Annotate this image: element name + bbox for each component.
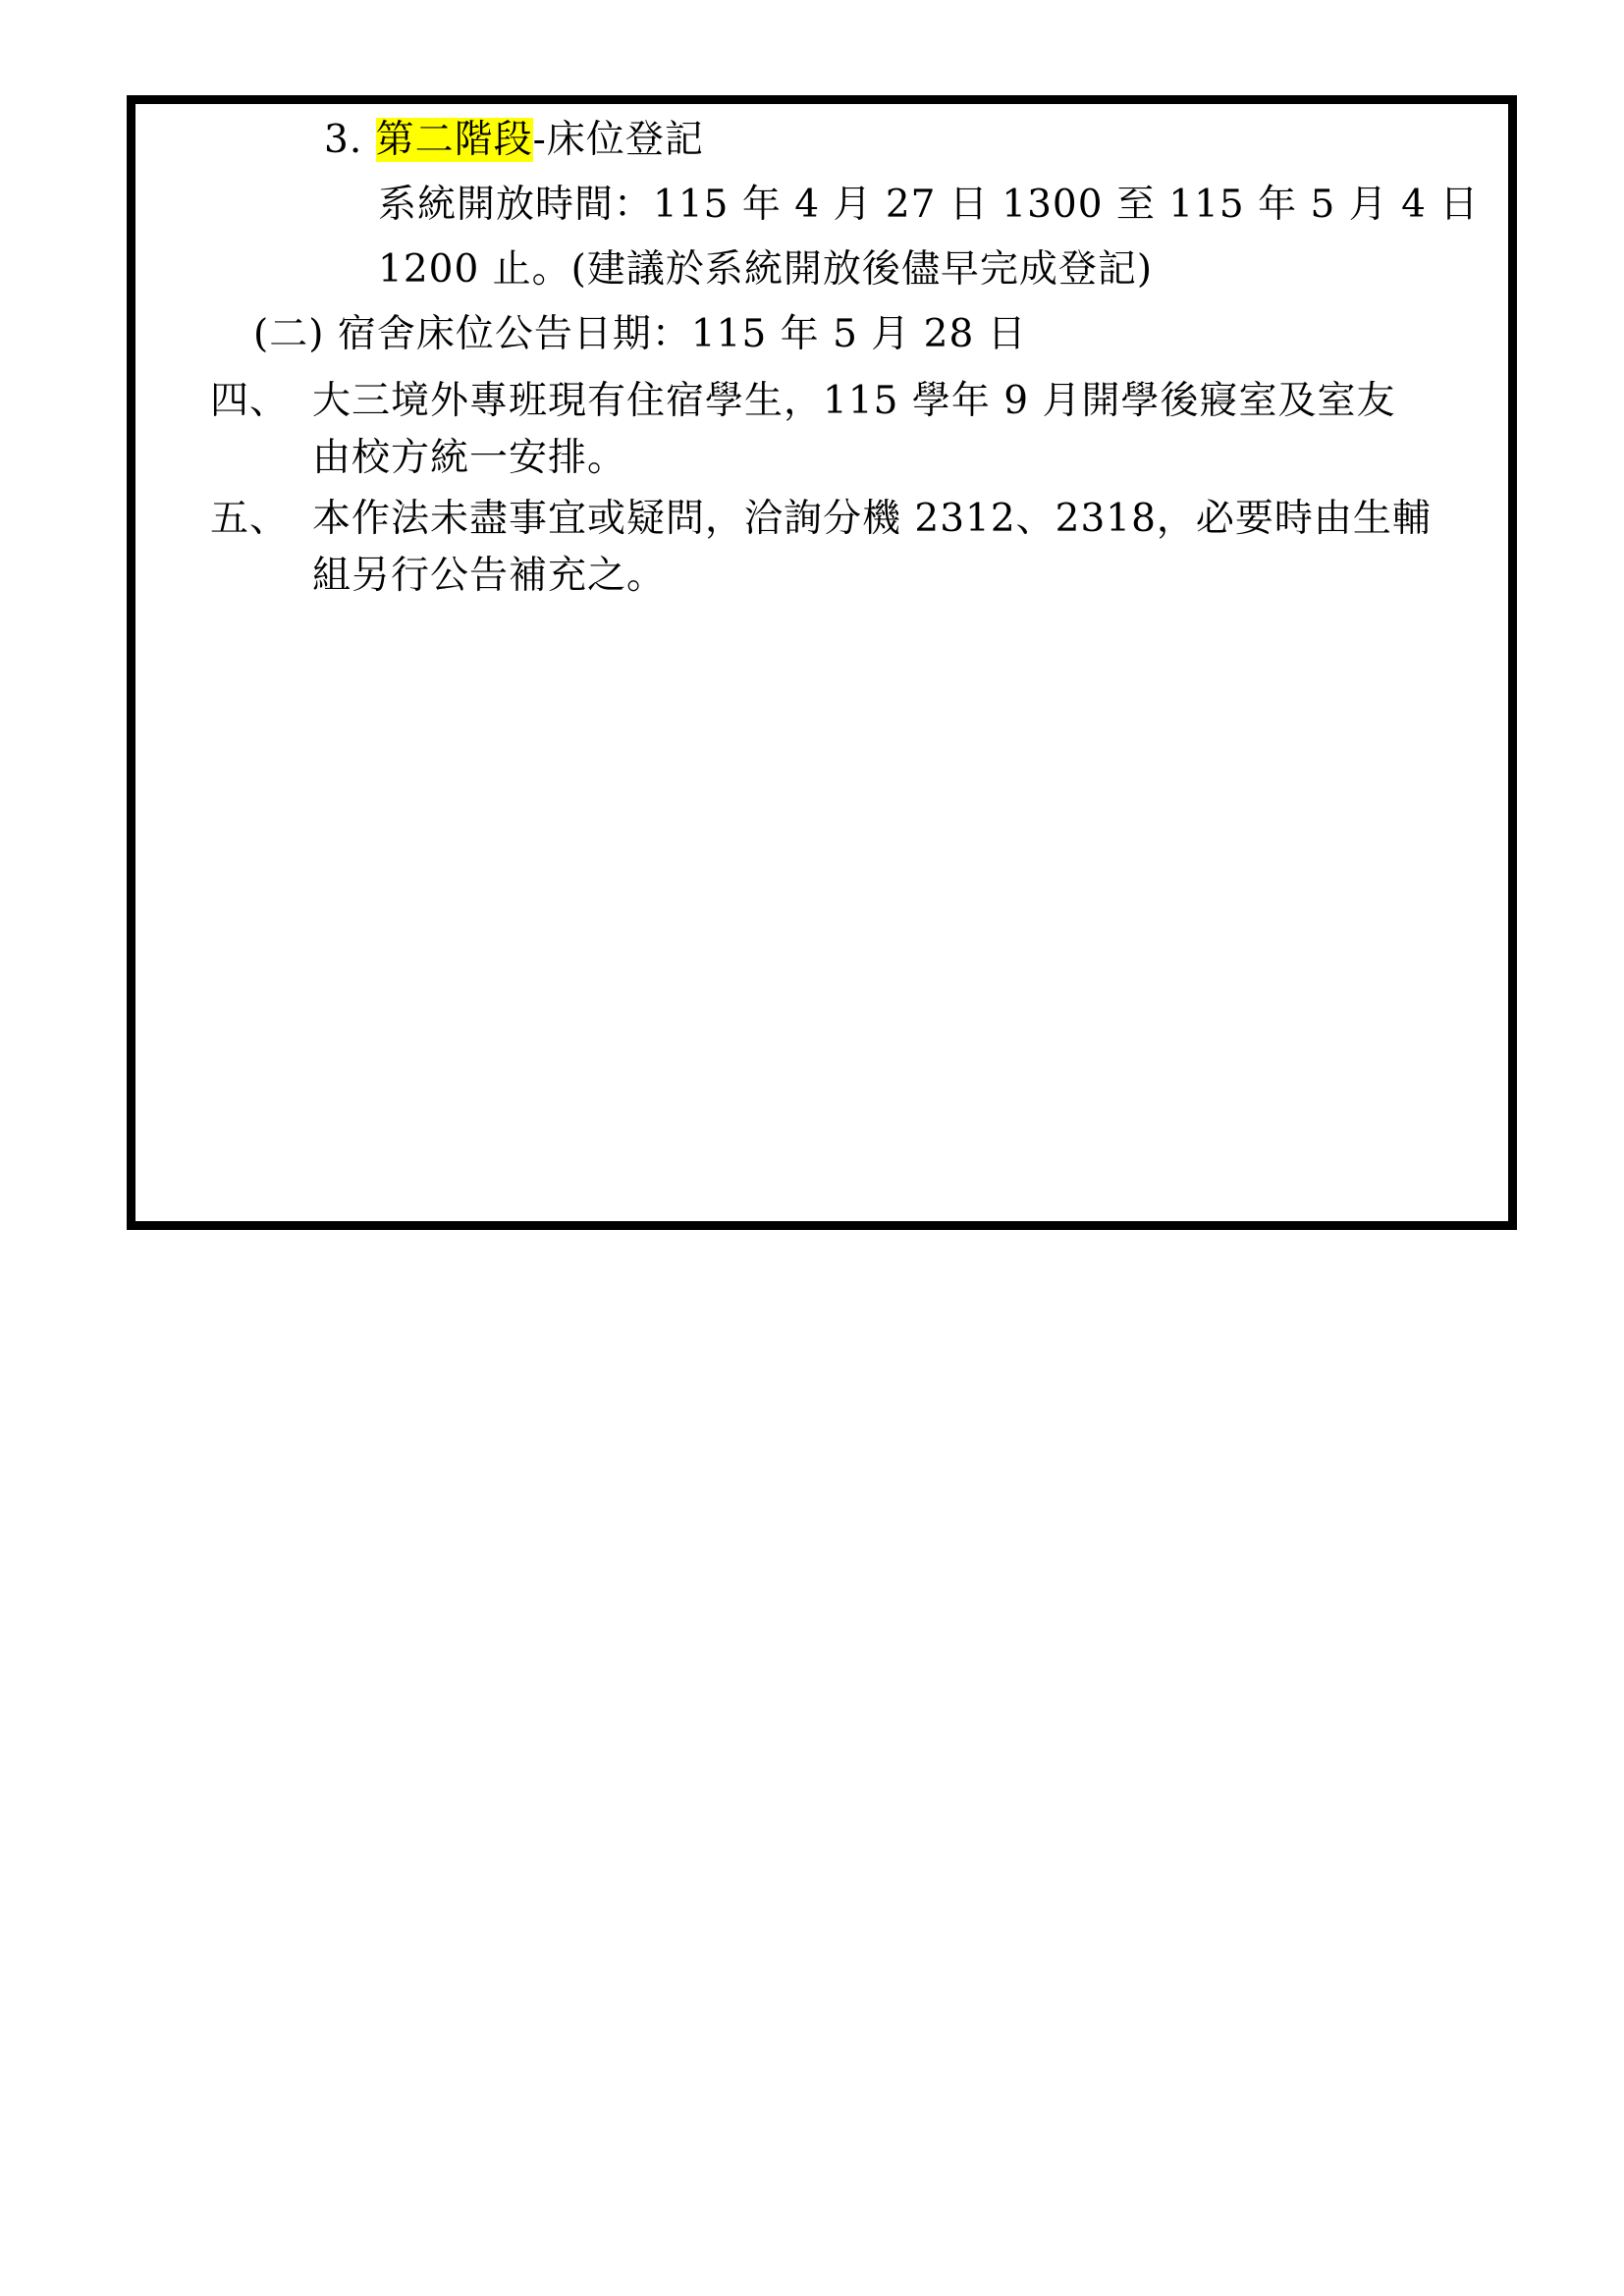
stage-number: 3. (324, 118, 363, 162)
item5-line-1: 本作法未盡事宜或疑問，洽詢分機 2312、2318，必要時由生輔 (312, 497, 1432, 541)
stage-highlight: 第二階段 (375, 118, 533, 162)
item4-line-1: 大三境外專班現有住宿學生，115 學年 9 月開學後寢室及室友 (312, 379, 1396, 423)
system-time-line-2: 1200 止。(建議於系統開放後儘早完成登記) (378, 247, 1154, 292)
announce-marker: (二) (253, 312, 325, 356)
announce-text: 宿舍床位公告日期：115 年 5 月 28 日 (337, 312, 1027, 356)
item4-line-2: 由校方統一安排。 (312, 436, 627, 480)
stage-rest: -床位登記 (532, 118, 704, 162)
item5-marker: 五、 (210, 497, 290, 541)
item4-marker: 四、 (210, 379, 290, 423)
system-time-line-1: 系統開放時間：115 年 4 月 27 日 1300 至 115 年 5 月 4 日 (378, 183, 1480, 227)
stage-heading (324, 117, 704, 164)
announce-line (253, 311, 1027, 358)
item5-line-2: 組另行公告補充之。 (312, 554, 667, 598)
